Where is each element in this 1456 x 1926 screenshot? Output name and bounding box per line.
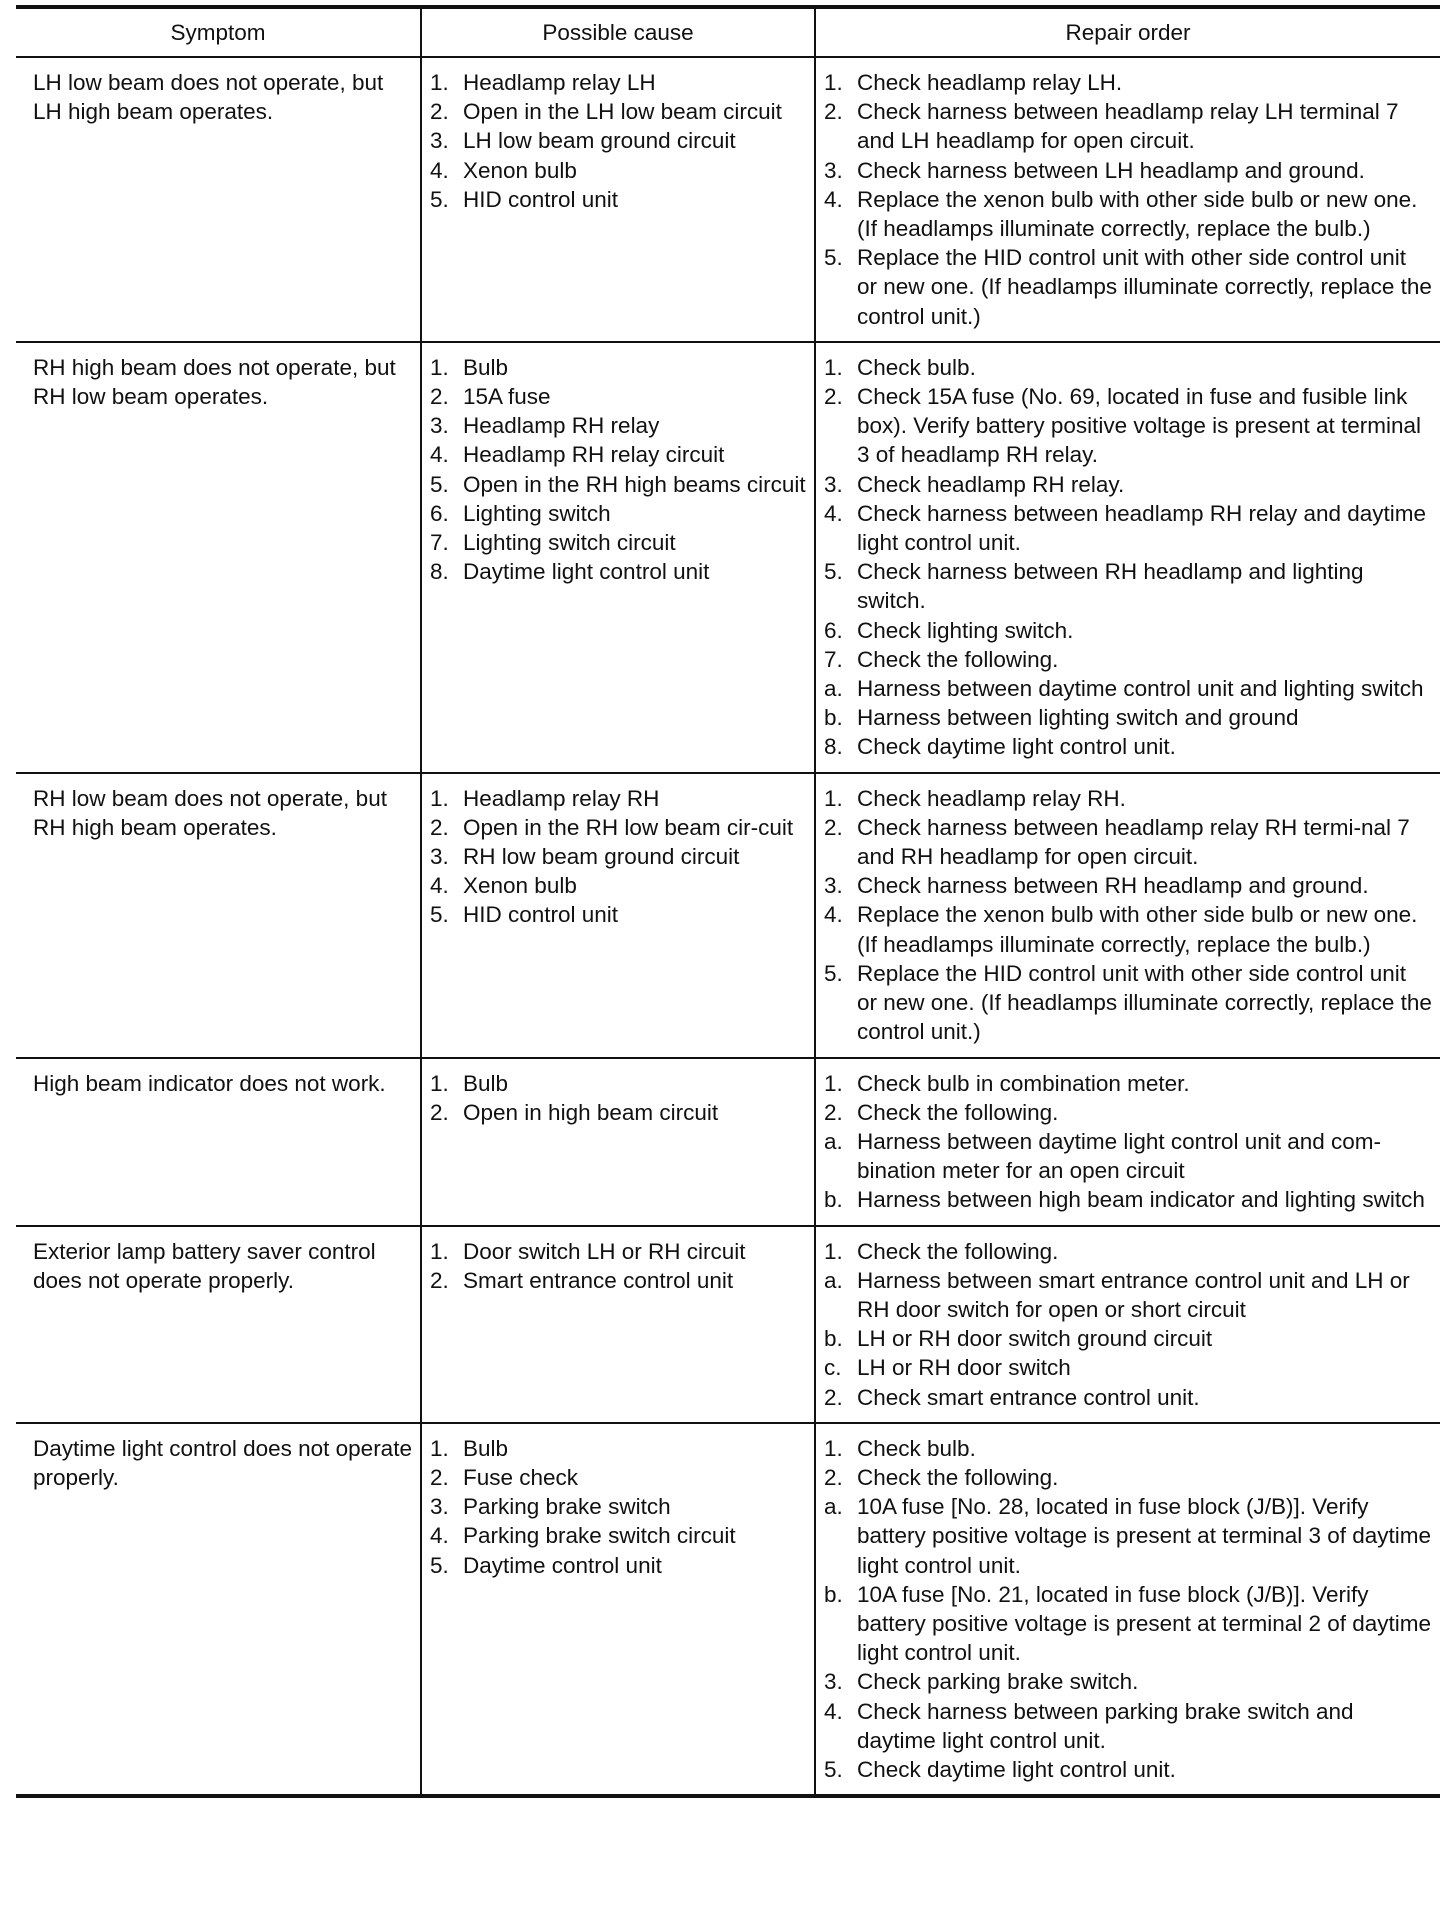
symptom-cell: Daytime light control does not operate properly. [16, 1423, 421, 1796]
item-text: Lighting switch [463, 500, 611, 526]
repair-item [824, 382, 1432, 470]
repair-cell [815, 773, 1440, 1058]
item-text: Check smart entrance control unit. [857, 1384, 1200, 1410]
item-marker: c. [824, 1355, 842, 1381]
item-text: Bulb [463, 354, 509, 380]
header-symptom: Symptom [16, 7, 421, 57]
symptom-cell: LH low beam does not operate, but LH high beam operates. [16, 57, 421, 342]
item-marker: 7. [824, 646, 843, 672]
item-marker: 3. [430, 413, 449, 439]
cause-item [430, 1551, 806, 1580]
repair-item [824, 1383, 1432, 1412]
repair-item [824, 1353, 1432, 1382]
item-text: Headlamp relay LH [463, 70, 656, 95]
symptom-cell: Exterior lamp battery saver control does not operate properly. [16, 1226, 421, 1423]
item-text: Check the following. [857, 646, 1059, 672]
repair-item [824, 499, 1432, 557]
item-marker: 4. [430, 442, 449, 468]
repair-item [824, 557, 1432, 615]
repair-item [824, 1324, 1432, 1353]
item-text: Check harness between RH headlamp and lighting switch. [857, 559, 1364, 614]
repair-list [824, 1434, 1432, 1784]
repair-cell [815, 57, 1440, 342]
item-marker: 6. [824, 617, 843, 643]
repair-item [824, 1434, 1432, 1463]
item-marker: a. [824, 1128, 843, 1154]
item-text: Headlamp RH relay circuit [463, 442, 725, 468]
cause-item [430, 470, 806, 499]
item-text: Daytime light control unit [463, 559, 710, 585]
item-marker: 1. [430, 785, 449, 811]
item-marker: 5. [824, 1756, 843, 1782]
cause-item [430, 1463, 806, 1492]
item-text: Check harness between RH headlamp and ground. [857, 873, 1369, 899]
item-marker: 3. [430, 128, 449, 154]
repair-cell [815, 342, 1440, 773]
repair-item [824, 813, 1432, 871]
item-marker: 2. [430, 384, 449, 410]
item-text: Check harness between headlamp RH relay and daytime light control unit. [857, 500, 1427, 556]
item-text: Replace the HID control unit with other side control unit or new one. (If headlamps illuminate correctly, replace the control unit.) [857, 960, 1432, 1045]
item-marker: 2. [824, 384, 843, 410]
repair-item [824, 959, 1432, 1047]
item-marker: 4. [430, 157, 449, 183]
cause-item [430, 1434, 806, 1463]
item-marker: 4. [430, 1523, 449, 1549]
item-marker: 3. [824, 1669, 843, 1695]
item-text: Check 15A fuse (No. 69, located in fuse and fusible link box). Verify battery positive voltage is present at terminal 3 of headlamp RH relay. [857, 384, 1422, 468]
cause-item [430, 68, 806, 97]
item-text: Parking brake switch circuit [463, 1523, 736, 1549]
item-marker: 1. [430, 70, 449, 95]
repair-item [824, 1755, 1432, 1784]
item-marker: 2. [824, 99, 843, 125]
repair-item [824, 871, 1432, 900]
item-marker: 2. [824, 1384, 843, 1410]
item-text: Parking brake switch [463, 1494, 671, 1520]
cause-item [430, 871, 806, 900]
item-marker: 2. [824, 1464, 843, 1490]
item-marker: 3. [430, 844, 449, 870]
item-text: Harness between daytime light control unit and com-bination meter for an open circuit [857, 1128, 1382, 1184]
repair-list [824, 353, 1432, 762]
item-text: 10A fuse [No. 21, located in fuse block (J/B)]. Verify battery positive voltage is present at terminal 2 of daytime light control unit. [857, 1581, 1432, 1666]
item-marker: 5. [430, 1552, 449, 1578]
cause-item [430, 185, 806, 214]
item-text: Bulb [463, 1435, 509, 1461]
cause-item [430, 156, 806, 185]
cause-item [430, 97, 806, 126]
item-text: HID control unit [463, 902, 619, 928]
item-marker: a. [824, 676, 843, 702]
cause-item [430, 440, 806, 469]
repair-list [824, 1237, 1432, 1412]
item-text: Replace the HID control unit with other side control unit or new one. (If headlamps illuminate correctly, replace the control unit.) [857, 245, 1432, 329]
item-marker: 1. [430, 1070, 449, 1096]
cause-item [430, 1069, 806, 1098]
cause-item [430, 784, 806, 813]
item-text: Check bulb. [857, 354, 976, 380]
item-text: Headlamp relay RH [463, 785, 660, 811]
item-marker: 3. [824, 873, 843, 899]
item-marker: 2. [824, 1099, 843, 1125]
repair-list [824, 68, 1432, 331]
item-marker: 2. [430, 99, 449, 125]
item-marker: 5. [430, 186, 449, 212]
item-text: Check harness between LH headlamp and ground. [857, 157, 1365, 183]
item-marker: b. [824, 705, 843, 731]
item-text: Check the following. [857, 1099, 1059, 1125]
item-marker: 8. [430, 559, 449, 585]
item-marker: 1. [824, 1238, 843, 1264]
item-marker: 2. [430, 1267, 449, 1293]
item-marker: 3. [430, 1494, 449, 1520]
item-text: Harness between high beam indicator and lighting switch [857, 1187, 1425, 1213]
repair-item [824, 784, 1432, 813]
repair-item [824, 732, 1432, 761]
item-text: Open in the RH low beam cir-cuit [463, 814, 794, 840]
repair-item [824, 185, 1432, 243]
repair-item [824, 1185, 1432, 1214]
item-text: Check bulb in combination meter. [857, 1070, 1190, 1096]
table-row [16, 57, 1440, 342]
repair-item [824, 645, 1432, 674]
repair-list [824, 784, 1432, 1047]
repair-item [824, 616, 1432, 645]
item-marker: 4. [824, 186, 843, 212]
item-text: RH low beam ground circuit [463, 844, 740, 870]
cause-item [430, 1521, 806, 1550]
item-marker: 7. [430, 530, 449, 556]
item-text: Harness between lighting switch and ground [857, 705, 1299, 731]
table-row [16, 773, 1440, 1058]
repair-item [824, 1266, 1432, 1324]
item-text: Open in high beam circuit [463, 1099, 719, 1125]
item-marker: 2. [430, 814, 449, 840]
repair-item [824, 1463, 1432, 1492]
repair-item [824, 1492, 1432, 1580]
item-text: Check harness between headlamp relay LH terminal 7 and LH headlamp for open circuit. [857, 99, 1399, 154]
repair-cell [815, 1226, 1440, 1423]
cause-item [430, 900, 806, 929]
item-text: Bulb [463, 1070, 509, 1096]
item-text: Check parking brake switch. [857, 1669, 1139, 1695]
cause-list [430, 68, 806, 214]
cause-item [430, 1492, 806, 1521]
cause-item [430, 353, 806, 382]
cause-cell [421, 57, 815, 342]
repair-item [824, 1697, 1432, 1755]
header-possible-cause: Possible cause [421, 7, 815, 57]
troubleshooting-page [16, 5, 1440, 1798]
item-text: Check harness between parking brake switch and daytime light control unit. [857, 1698, 1354, 1753]
item-text: Harness between smart entrance control unit and LH or RH door switch for open or short circuit [857, 1267, 1410, 1322]
cause-cell [421, 1226, 815, 1423]
item-text: HID control unit [463, 186, 619, 212]
item-text: LH or RH door switch [857, 1355, 1071, 1381]
repair-item [824, 674, 1432, 703]
cause-cell [421, 773, 815, 1058]
cause-item [430, 126, 806, 155]
symptom-cell: High beam indicator does not work. [16, 1058, 421, 1226]
symptom-cell: RH high beam does not operate, but RH low beam operates. [16, 342, 421, 773]
item-text: Check the following. [857, 1238, 1059, 1264]
repair-item [824, 156, 1432, 185]
item-marker: a. [824, 1267, 843, 1293]
item-text: Check headlamp relay LH. [857, 70, 1123, 95]
item-text: Check harness between headlamp relay RH termi-nal 7 and RH headlamp for open circuit. [857, 814, 1410, 870]
item-marker: 2. [430, 1464, 449, 1490]
item-marker: 8. [824, 734, 843, 760]
item-text: Check bulb. [857, 1435, 976, 1461]
item-marker: 1. [824, 70, 843, 95]
header-repair-order: Repair order [815, 7, 1440, 57]
repair-item [824, 703, 1432, 732]
item-text: Replace the xenon bulb with other side bulb or new one. (If headlamps illuminate correctly, replace the bulb.) [857, 186, 1418, 242]
cause-item [430, 1237, 806, 1266]
repair-cell [815, 1058, 1440, 1226]
item-marker: 3. [824, 157, 843, 183]
item-marker: 2. [430, 1099, 449, 1125]
item-text: LH or RH door switch ground circuit [857, 1326, 1213, 1352]
item-marker: b. [824, 1326, 843, 1352]
item-text: 10A fuse [No. 28, located in fuse block (J/B)]. Verify battery positive voltage is present at terminal 3 of daytime light control unit. [857, 1494, 1432, 1578]
item-marker: 1. [824, 785, 843, 811]
table-row [16, 1058, 1440, 1226]
item-marker: 1. [824, 1070, 843, 1096]
item-text: Open in the LH low beam circuit [463, 99, 782, 125]
item-text: Check lighting switch. [857, 617, 1074, 643]
table-row [16, 1226, 1440, 1423]
item-text: Check daytime light control unit. [857, 734, 1176, 760]
cause-item [430, 813, 806, 842]
troubleshooting-table [16, 5, 1440, 1798]
cause-item [430, 1098, 806, 1127]
item-marker: 6. [430, 500, 449, 526]
item-marker: 4. [824, 500, 843, 526]
item-marker: b. [824, 1187, 843, 1213]
cause-item [430, 528, 806, 557]
item-marker: 5. [824, 559, 843, 585]
item-text: Check daytime light control unit. [857, 1756, 1176, 1782]
repair-item [824, 1667, 1432, 1696]
cause-item [430, 842, 806, 871]
item-marker: 5. [430, 471, 449, 497]
cause-list [430, 1069, 806, 1127]
cause-item [430, 1266, 806, 1295]
repair-item [824, 1237, 1432, 1266]
repair-item [824, 1127, 1432, 1185]
item-marker: 1. [430, 1435, 449, 1461]
item-marker: a. [824, 1494, 843, 1520]
repair-item [824, 1098, 1432, 1127]
repair-item [824, 1069, 1432, 1098]
item-text: Check the following. [857, 1464, 1059, 1490]
cause-item [430, 411, 806, 440]
repair-item [824, 68, 1432, 97]
repair-cell [815, 1423, 1440, 1796]
item-text: Smart entrance control unit [463, 1267, 734, 1293]
cause-item [430, 382, 806, 411]
item-text: Daytime control unit [463, 1552, 662, 1578]
item-text: Headlamp RH relay [463, 413, 660, 439]
cause-list [430, 1434, 806, 1580]
repair-list [824, 1069, 1432, 1215]
cause-cell [421, 342, 815, 773]
item-marker: b. [824, 1581, 843, 1607]
cause-cell [421, 1058, 815, 1226]
repair-item [824, 353, 1432, 382]
cause-list [430, 353, 806, 587]
item-marker: 2. [824, 814, 843, 840]
repair-item [824, 900, 1432, 958]
item-marker: 1. [824, 1435, 843, 1461]
item-marker: 1. [430, 354, 449, 380]
cause-list [430, 784, 806, 930]
item-marker: 5. [824, 245, 843, 271]
item-marker: 1. [824, 354, 843, 380]
item-text: LH low beam ground circuit [463, 128, 736, 154]
item-text: Replace the xenon bulb with other side bulb or new one. (If headlamps illuminate correctly, replace the bulb.) [857, 902, 1418, 957]
item-text: Xenon bulb [463, 157, 577, 183]
item-text: Harness between daytime control unit and lighting switch [857, 676, 1424, 702]
repair-item [824, 97, 1432, 155]
item-text: Fuse check [463, 1464, 579, 1490]
item-text: 15A fuse [463, 384, 551, 410]
item-text: Open in the RH high beams circuit [463, 471, 806, 497]
item-marker: 5. [430, 902, 449, 928]
item-text: Check headlamp RH relay. [857, 471, 1125, 497]
item-marker: 1. [430, 1238, 449, 1264]
repair-item [824, 470, 1432, 499]
item-text: Xenon bulb [463, 873, 577, 899]
table-row [16, 1423, 1440, 1796]
item-text: Door switch LH or RH circuit [463, 1238, 746, 1264]
item-marker: 5. [824, 960, 843, 986]
item-marker: 4. [824, 902, 843, 928]
cause-list [430, 1237, 806, 1295]
cause-item [430, 557, 806, 586]
item-text: Check headlamp relay RH. [857, 785, 1126, 811]
item-text: Lighting switch circuit [463, 530, 676, 556]
symptom-cell: RH low beam does not operate, but RH high beam operates. [16, 773, 421, 1058]
cause-cell [421, 1423, 815, 1796]
item-marker: 3. [824, 471, 843, 497]
repair-item [824, 1580, 1432, 1668]
item-marker: 4. [430, 873, 449, 899]
item-marker: 4. [824, 1698, 843, 1724]
cause-item [430, 499, 806, 528]
table-row [16, 342, 1440, 773]
repair-item [824, 243, 1432, 331]
header-row [16, 7, 1440, 57]
